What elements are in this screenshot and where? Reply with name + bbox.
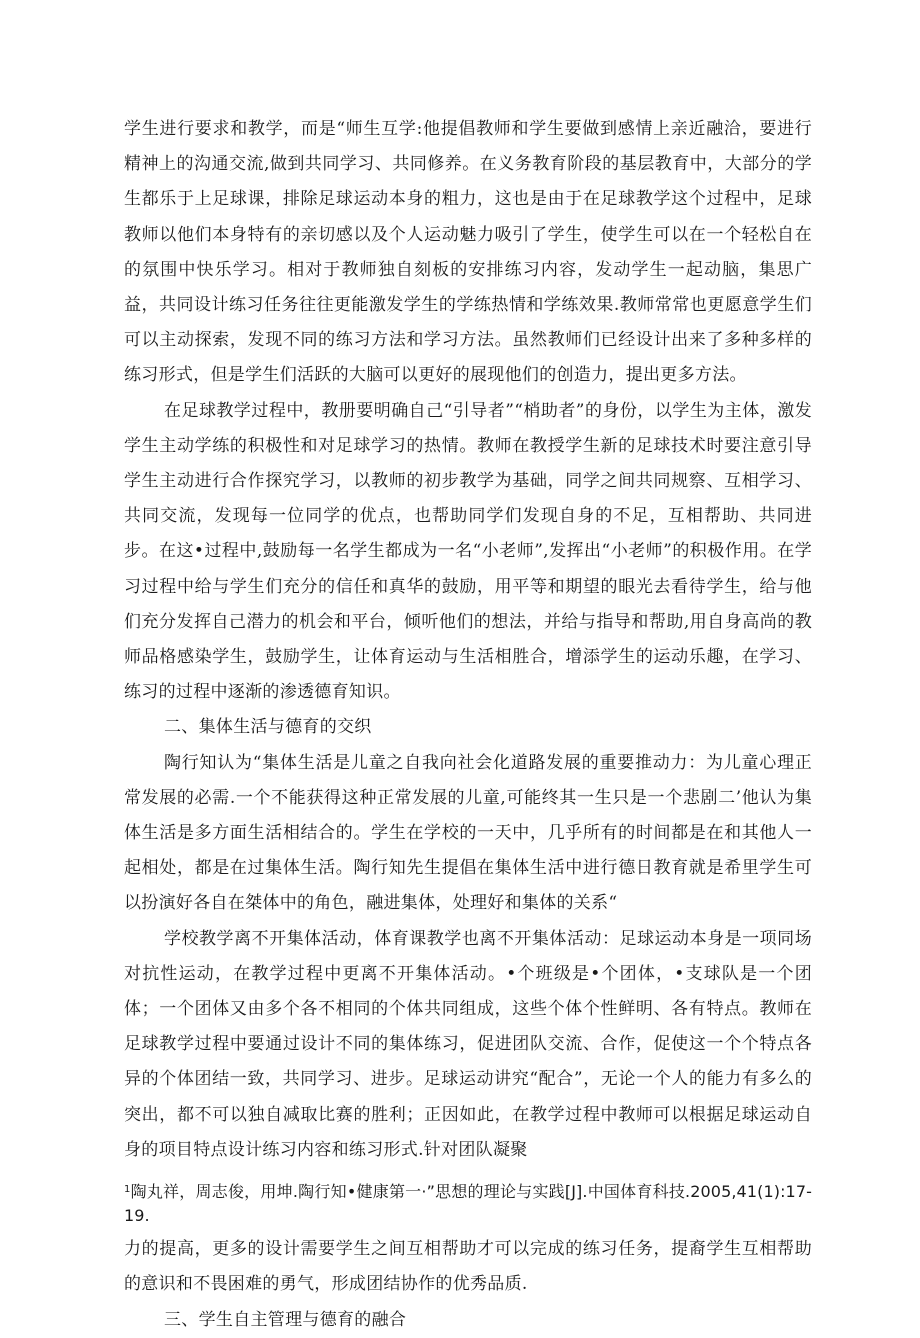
paragraph-5: 力的提高，更多的设计需要学生之间互相帮助才可以完成的练习任务，提裔学生互相帮助的意识和不畏困难的勇气，形成团结协作的优秀品质. (124, 1239, 812, 1295)
document-body (124, 112, 812, 1338)
footnote (124, 1180, 812, 1228)
section-heading-3: 三、学生自主管理与德育的融合 (164, 1309, 407, 1330)
footnote-marker: 1 (124, 1184, 131, 1196)
paragraph-4: 学校教学离不开集体活动，体育课教学也离不开集体活动：足球运动本身是一项同场对抗性运动，在教学过程中更离不开集体活动。•个班级是•个团体，•支球队是一个团体；一个团体又由多个各不相同的个体共同组成，这些个体个性鲜明、各有特点。教师在足球教学过程中要通过设计不同的集体练习，促进团队交流、合作，促使这一个个特点各异的个体团结一致，共同学习、进步。足球运动讲究“配合”，无论一个人的能力有多么的突出，都不可以独自减取比赛的胜利；正因如此，在教学过程中教师可以根据足球运动自身的项目特点设计练习内容和练习形式.针对团队凝聚 (124, 928, 812, 1160)
paragraph-3: 陶行知认为“集体生活是儿童之自我向社会化道路发展的重要推动力：为儿童心理正常发展的必需.一个不能获得这种正常发展的儿童,可能终其一生只是一个悲剧二’他认为集体生活是多方面生活相结合的。学生在学校的一天中，几乎所有的时间都是在和其他人一起相处，都是在过集体生活。陶行知先生提倡在集体生活中进行德日教育就是希里学生可以扮演好各自在桀体中的角色，融进集体，处理好和集体的关系“ (124, 752, 812, 914)
paragraph-1: 学生进行要求和教学，而是“师生互学:他提倡教师和学生要做到感情上亲近融洽，要进行精神上的沟通交流,做到共同学习、共同修养。在义务教育阶段的基层教育中，大部分的学生都乐于上足球课，排除足球运动本身的粗力，这也是由于在足球教学这个过程中，足球教师以他们本身特有的亲切感以及个人运动魅力吸引了学生，使学生可以在一个轻松自在的氛围中快乐学习。相对于教师独自刻板的安排练习内容，发动学生一起动脑，集思广益，共同设计练习任务往往更能激发学生的学练热情和学练效果.教师常常也更愿意学生们可以主动探索，发现不同的练习方法和学习方法。虽然教师们已经设计出来了多种多样的练习形式，但是学生们活跃的大脑可以更好的展现他们的创造力，提出更多方法。 (124, 119, 812, 386)
paragraph-2: 在足球教学过程中，教册要明确自己“引导者”“梢助者”的身份，以学生为主体，激发学生主动学练的积极性和对足球学习的热情。教师在教授学生新的足球技术时要注意引导学生主动进行合作探究学习，以教师的初步教学为基础，同学之间共同规察、互相学习、共同交流，发现每一位同学的优点，也帮助同学们发现自身的不足，互相帮助、共同进步。在这•过程中,鼓励每一名学生都成为一名“小老师”,发挥出“小老师”的积极作用。在学习过程中给与学生们充分的信任和真华的鼓励，用平等和期望的眼光去看待学生，给与他们充分发挥自己潜力的机会和平台，倾听他们的想法，并给与指导和帮助,用自身高尚的教师品格感染学生，鼓励学生，让体育运动与生活相胜合，增添学生的运动乐趣，在学习、练习的过程中逐渐的渗透德育知识。 (124, 400, 812, 703)
section-heading-2: 二、集体生活与德育的交织 (164, 717, 372, 738)
footnote-text: 陶丸祥，周志俊，用坤.陶行知•健康第一·”思想的理论与实践[J].中国体育科技.2005,41(1):17-19. (124, 1182, 812, 1226)
